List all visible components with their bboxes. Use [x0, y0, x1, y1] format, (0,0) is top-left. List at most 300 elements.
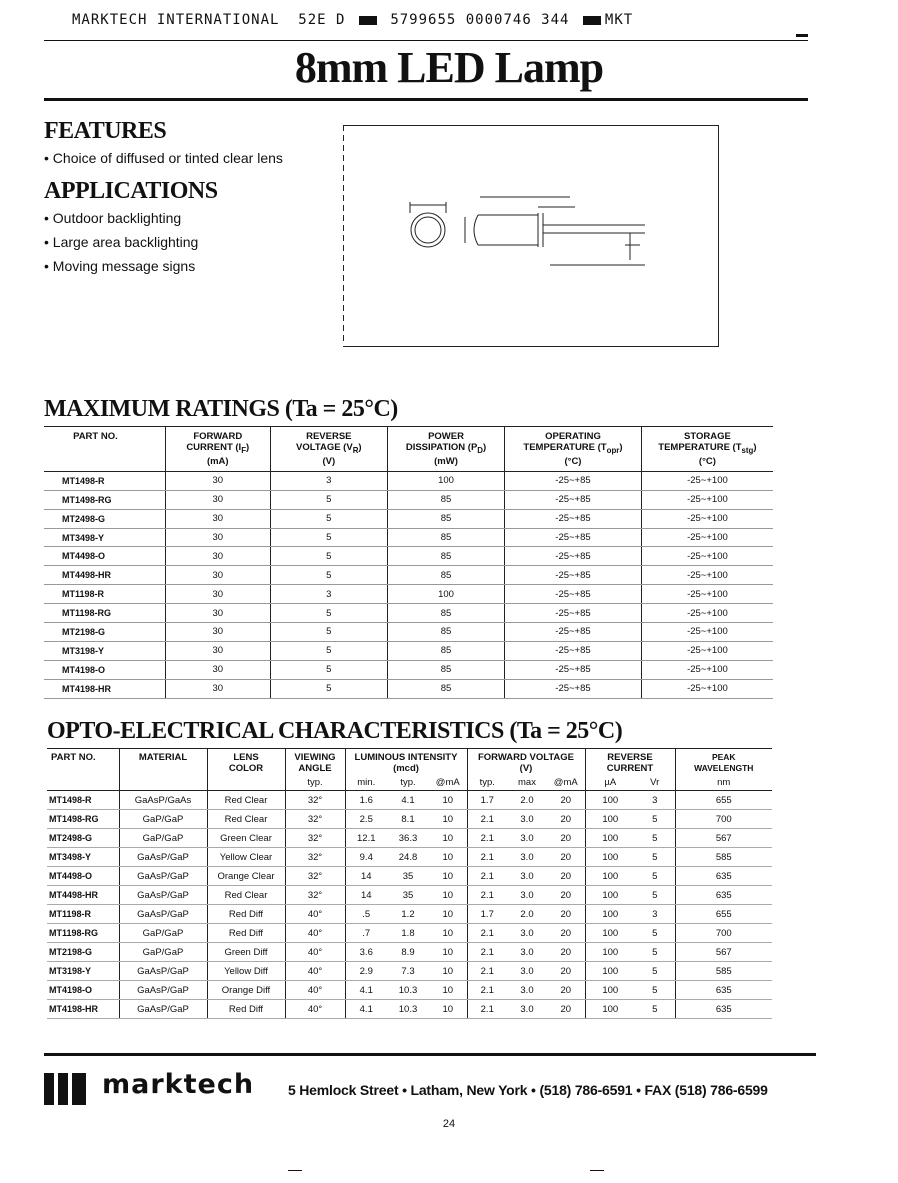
table-cell: 8.1 [387, 810, 429, 829]
table-cell: 30 [165, 490, 270, 509]
table-cell: 85 [387, 528, 504, 547]
table-cell: 5 [270, 566, 387, 585]
table-cell: 2.1 [467, 829, 507, 848]
table-cell: GaAsP/GaP [119, 981, 207, 1000]
barcode-block-1 [359, 16, 377, 25]
scan-header-text: MARKTECH INTERNATIONAL 52E D [72, 12, 346, 28]
table-cell: 2.1 [467, 886, 507, 905]
table-row [47, 867, 772, 886]
table-cell: 3.0 [507, 867, 547, 886]
table-cell: 32° [285, 848, 345, 867]
table-cell: 5 [270, 679, 387, 698]
table-cell: 100 [585, 962, 635, 981]
table-cell: 7.3 [387, 962, 429, 981]
table-cell: 100 [585, 943, 635, 962]
table-cell: 85 [387, 509, 504, 528]
table-row [44, 566, 773, 585]
part-number-cell: MT3198-Y [44, 641, 165, 660]
table-cell: 10 [429, 867, 467, 886]
table-cell: 40° [285, 981, 345, 1000]
part-number-cell: MT4198-HR [47, 1000, 119, 1019]
table-cell: 4.1 [345, 1000, 387, 1019]
table-cell: 30 [165, 509, 270, 528]
table-cell: 5 [270, 641, 387, 660]
table-cell: 4.1 [345, 981, 387, 1000]
part-number-cell: MT1198-R [44, 585, 165, 604]
table-cell: 10.3 [387, 981, 429, 1000]
table-cell: 585 [675, 962, 772, 981]
table-cell: 85 [387, 604, 504, 623]
max-ratings-heading: MAXIMUM RATINGS (Ta = 25°C) [44, 396, 398, 422]
table-cell: Red Diff [207, 905, 285, 924]
table-cell: 655 [675, 905, 772, 924]
table-cell: 85 [387, 490, 504, 509]
table-cell: 40° [285, 905, 345, 924]
table-cell: GaP/GaP [119, 943, 207, 962]
table-row [44, 641, 773, 660]
table-cell: 10 [429, 962, 467, 981]
table-cell: 5 [635, 962, 675, 981]
table-cell: 5 [635, 886, 675, 905]
table-cell: 2.1 [467, 1000, 507, 1019]
table-cell: 20 [547, 962, 585, 981]
table-cell: 2.1 [467, 981, 507, 1000]
sub-header-cell: Vr [635, 774, 675, 791]
table-cell: Orange Clear [207, 867, 285, 886]
table-cell: 635 [675, 867, 772, 886]
table-cell: -25~+100 [641, 528, 773, 547]
table-cell: 30 [165, 547, 270, 566]
column-header-part-no: PART NO. [73, 431, 118, 442]
table-cell: -25~+85 [505, 490, 642, 509]
table-cell: .7 [345, 924, 387, 943]
table-cell: 30 [165, 528, 270, 547]
table-cell: 1.6 [345, 791, 387, 810]
table-cell: 3.0 [507, 848, 547, 867]
max-ratings-body [44, 471, 773, 698]
table-cell: 10 [429, 1000, 467, 1019]
sub-header-cell [47, 774, 119, 791]
marktech-logo-text: marktech [102, 1069, 255, 1100]
part-number-cell: MT1198-RG [44, 604, 165, 623]
table-cell: 10.3 [387, 1000, 429, 1019]
table-cell: 3 [270, 585, 387, 604]
table-cell: 10 [429, 829, 467, 848]
table-cell: 10 [429, 905, 467, 924]
table-cell: 20 [547, 981, 585, 1000]
part-number-cell: MT4198-O [47, 981, 119, 1000]
table-cell: 5 [270, 604, 387, 623]
table-row [47, 1000, 772, 1019]
column-header: REVERSE VOLTAGE $(V_R)$ (V) [270, 427, 387, 471]
application-item: • Moving message signs [44, 258, 196, 274]
table-cell: 10 [429, 886, 467, 905]
table-cell: 85 [387, 660, 504, 679]
table-cell: Red Clear [207, 791, 285, 810]
feature-item: • Choice of diffused or tinted clear lens [44, 150, 283, 166]
part-number-cell: MT2498-G [44, 509, 165, 528]
table-cell: -25~+100 [641, 547, 773, 566]
table-cell: 20 [547, 867, 585, 886]
table-row [44, 490, 773, 509]
table-cell: -25~+85 [505, 566, 642, 585]
table-cell: 32° [285, 810, 345, 829]
table-row [44, 660, 773, 679]
table-row [44, 509, 773, 528]
sub-header-cell: max [507, 774, 547, 791]
table-row [47, 886, 772, 905]
table-cell: Yellow Diff [207, 962, 285, 981]
table-cell: GaP/GaP [119, 829, 207, 848]
table-cell: 5 [635, 981, 675, 1000]
table-cell: 700 [675, 810, 772, 829]
table-cell: -25~+85 [505, 679, 642, 698]
table-cell: 3.0 [507, 981, 547, 1000]
table-cell: 5 [270, 528, 387, 547]
part-number-cell: MT4498-HR [47, 886, 119, 905]
table-cell: -25~+85 [505, 641, 642, 660]
column-header: LUMINOUS INTENSITY (mcd) [345, 749, 467, 774]
table-cell: 5 [635, 867, 675, 886]
table-cell: Red Clear [207, 886, 285, 905]
table-cell: 40° [285, 1000, 345, 1019]
table-cell: GaAsP/GaP [119, 962, 207, 981]
table-cell: 32° [285, 829, 345, 848]
table-cell: 10 [429, 981, 467, 1000]
table-cell: 3.0 [507, 1000, 547, 1019]
table-cell: 3.6 [345, 943, 387, 962]
table-cell: 635 [675, 981, 772, 1000]
table-cell: 30 [165, 566, 270, 585]
table-row [47, 791, 772, 810]
table-cell: 32° [285, 791, 345, 810]
column-header: MATERIAL [119, 749, 207, 774]
table-cell: 100 [387, 585, 504, 604]
table-cell: 40° [285, 924, 345, 943]
top-rule [44, 40, 808, 41]
table-cell: 2.1 [467, 962, 507, 981]
table-cell: 40° [285, 943, 345, 962]
column-header: PART NO. [51, 752, 96, 763]
column-header: PEAK WAVELENGTH [675, 749, 772, 774]
table-cell: 5 [270, 660, 387, 679]
part-number-cell: MT4198-HR [44, 679, 165, 698]
column-header: VIEWING ANGLE [285, 749, 345, 774]
table-cell: 20 [547, 905, 585, 924]
column-header: POWER DISSIPATION $(P_D)$ (mW) [387, 427, 504, 471]
column-header [44, 427, 165, 471]
table-cell: 30 [165, 585, 270, 604]
table-cell: 30 [165, 641, 270, 660]
table-cell: 85 [387, 547, 504, 566]
opto-heading: OPTO-ELECTRICAL CHARACTERISTICS (Ta = 25°C) [47, 718, 623, 744]
sub-header-cell: typ. [467, 774, 507, 791]
table-cell: GaAsP/GaP [119, 1000, 207, 1019]
table-cell: Red Diff [207, 924, 285, 943]
sub-header-cell: typ. [285, 774, 345, 791]
table-cell: GaAsP/GaP [119, 886, 207, 905]
table-cell: 5 [635, 924, 675, 943]
scan-header-tail: MKT [604, 12, 634, 28]
table-cell: 35 [387, 867, 429, 886]
table-cell: 100 [585, 810, 635, 829]
table-cell: 4.1 [387, 791, 429, 810]
dimension-diagram-left-edge [343, 125, 344, 345]
table-cell: Orange Diff [207, 981, 285, 1000]
table-cell: 2.1 [467, 943, 507, 962]
part-number-cell: MT1498-R [47, 791, 119, 810]
table-cell: 30 [165, 604, 270, 623]
table-cell: 1.8 [387, 924, 429, 943]
table-cell: Yellow Clear [207, 848, 285, 867]
part-number-cell: MT4498-O [47, 867, 119, 886]
column-header: REVERSE CURRENT [585, 749, 675, 774]
table-cell: 8.9 [387, 943, 429, 962]
sub-header-cell: @mA [429, 774, 467, 791]
table-cell: 1.2 [387, 905, 429, 924]
table-row [47, 924, 772, 943]
table-cell: 100 [585, 791, 635, 810]
table-cell: 2.5 [345, 810, 387, 829]
table-cell: 2.1 [467, 848, 507, 867]
table-cell: 2.1 [467, 810, 507, 829]
table-cell: -25~+85 [505, 585, 642, 604]
table-cell: 2.1 [467, 924, 507, 943]
table-cell: 567 [675, 829, 772, 848]
table-cell: 9.4 [345, 848, 387, 867]
page-title: 8mm LED Lamp [294, 43, 604, 92]
table-cell: 10 [429, 791, 467, 810]
table-cell: 3.0 [507, 886, 547, 905]
table-cell: 567 [675, 943, 772, 962]
table-cell: GaAsP/GaP [119, 905, 207, 924]
barcode-block-2 [583, 16, 601, 25]
table-row [44, 604, 773, 623]
table-row [44, 471, 773, 490]
table-cell: -25~+100 [641, 490, 773, 509]
table-cell: 1.7 [467, 791, 507, 810]
column-header: OPERATING TEMPERATURE $(T_{opr})$ (°C) [505, 427, 642, 471]
part-number-cell: MT1498-RG [44, 490, 165, 509]
sub-header-cell: min. [345, 774, 387, 791]
table-cell: 20 [547, 791, 585, 810]
table-cell: Red Diff [207, 1000, 285, 1019]
table-cell: 585 [675, 848, 772, 867]
part-number-cell: MT4498-HR [44, 566, 165, 585]
table-cell: -25~+100 [641, 623, 773, 642]
table-cell: 24.8 [387, 848, 429, 867]
led-dimension-drawing [400, 185, 670, 280]
table-cell: 36.3 [387, 829, 429, 848]
table-cell: 20 [547, 848, 585, 867]
column-header: LENS COLOR [207, 749, 285, 774]
table-cell: 10 [429, 924, 467, 943]
table-cell: -25~+100 [641, 660, 773, 679]
table-row [44, 679, 773, 698]
table-cell: GaP/GaP [119, 810, 207, 829]
footer-mark [590, 1170, 604, 1171]
table-row [44, 623, 773, 642]
opto-sub-header-row [47, 774, 772, 791]
opto-table-frame [47, 748, 772, 1017]
table-cell: -25~+85 [505, 471, 642, 490]
table-cell: 5 [635, 943, 675, 962]
table-cell: .5 [345, 905, 387, 924]
table-cell: 655 [675, 791, 772, 810]
table-cell: 100 [585, 867, 635, 886]
max-ratings-table-frame [44, 426, 773, 695]
table-row [44, 585, 773, 604]
table-cell: 2.0 [507, 791, 547, 810]
table-row [44, 547, 773, 566]
column-header: STORAGE TEMPERATURE $(T_{stg})$ (°C) [641, 427, 773, 471]
part-number-cell: MT2498-G [47, 829, 119, 848]
part-number-cell: MT4198-O [44, 660, 165, 679]
table-cell: -25~+85 [505, 509, 642, 528]
sub-header-cell: nm [675, 774, 772, 791]
table-cell: GaAsP/GaAs [119, 791, 207, 810]
table-cell: 3.0 [507, 962, 547, 981]
table-row [47, 829, 772, 848]
table-cell: 5 [270, 509, 387, 528]
table-cell: 85 [387, 641, 504, 660]
part-number-cell: MT3198-Y [47, 962, 119, 981]
table-cell: 100 [585, 905, 635, 924]
column-header: FORWARD CURRENT $(I_F)$ (mA) [165, 427, 270, 471]
table-cell: -25~+100 [641, 471, 773, 490]
table-cell: 3 [635, 791, 675, 810]
table-cell: 3.0 [507, 810, 547, 829]
table-cell: 10 [429, 848, 467, 867]
table-cell: 40° [285, 962, 345, 981]
table-cell: 35 [387, 886, 429, 905]
table-cell: 3 [270, 471, 387, 490]
footer-rule [44, 1053, 816, 1056]
table-cell: 30 [165, 679, 270, 698]
table-cell: -25~+85 [505, 604, 642, 623]
table-cell: 3 [635, 905, 675, 924]
max-ratings-table [44, 427, 773, 699]
table-cell: 20 [547, 924, 585, 943]
table-cell: 3.0 [507, 829, 547, 848]
part-number-cell: MT2198-G [44, 623, 165, 642]
table-cell: 5 [270, 547, 387, 566]
table-cell: -25~+85 [505, 547, 642, 566]
table-cell: 10 [429, 943, 467, 962]
table-cell: 30 [165, 471, 270, 490]
part-number-cell: MT1198-RG [47, 924, 119, 943]
part-number-cell: MT3498-Y [47, 848, 119, 867]
table-cell: GaP/GaP [119, 924, 207, 943]
table-cell: Green Clear [207, 829, 285, 848]
page-number: 24 [442, 1118, 456, 1130]
table-cell: -25~+100 [641, 641, 773, 660]
table-cell: 20 [547, 886, 585, 905]
applications-heading: APPLICATIONS [44, 178, 218, 204]
table-cell: 20 [547, 1000, 585, 1019]
table-cell: 3.0 [507, 943, 547, 962]
marktech-logo-mark [44, 1073, 90, 1105]
table-cell: 5 [635, 810, 675, 829]
scan-header-code: 5799655 0000746 344 [390, 12, 570, 28]
table-cell: -25~+100 [641, 585, 773, 604]
part-number-cell: MT1498-R [44, 471, 165, 490]
table-cell: 5 [635, 1000, 675, 1019]
table-row [47, 905, 772, 924]
table-cell: 2.1 [467, 867, 507, 886]
table-cell: Red Clear [207, 810, 285, 829]
corner-mark [796, 34, 808, 37]
table-cell: 700 [675, 924, 772, 943]
company-address: 5 Hemlock Street • Latham, New York • (518) 786-6591 • FAX (518) 786-6599 [288, 1082, 768, 1098]
table-cell: 100 [387, 471, 504, 490]
table-cell: 14 [345, 867, 387, 886]
table-row [47, 810, 772, 829]
part-number-cell: MT3498-Y [44, 528, 165, 547]
part-number-cell: MT1198-R [47, 905, 119, 924]
table-cell: Green Diff [207, 943, 285, 962]
table-cell: -25~+100 [641, 509, 773, 528]
opto-table [47, 749, 772, 1019]
table-cell: 10 [429, 810, 467, 829]
sub-header-cell: @mA [547, 774, 585, 791]
sub-header-cell: typ. [387, 774, 429, 791]
table-cell: 12.1 [345, 829, 387, 848]
table-cell: 635 [675, 886, 772, 905]
table-cell: 30 [165, 660, 270, 679]
table-cell: 32° [285, 886, 345, 905]
scan-header-line [72, 12, 633, 28]
table-cell: 100 [585, 981, 635, 1000]
table-row [47, 962, 772, 981]
table-cell: GaAsP/GaP [119, 867, 207, 886]
application-item: • Outdoor backlighting [44, 210, 182, 226]
table-cell: GaAsP/GaP [119, 848, 207, 867]
table-cell: 14 [345, 886, 387, 905]
table-cell: 100 [585, 1000, 635, 1019]
table-cell: 20 [547, 943, 585, 962]
table-cell: 85 [387, 679, 504, 698]
opto-body [47, 791, 772, 1019]
table-row [44, 528, 773, 547]
table-cell: 635 [675, 1000, 772, 1019]
table-cell: 100 [585, 924, 635, 943]
column-header: FORWARD VOLTAGE (V) [467, 749, 585, 774]
table-cell: 85 [387, 566, 504, 585]
table-cell: 20 [547, 829, 585, 848]
part-number-cell: MT1498-RG [47, 810, 119, 829]
table-cell: 100 [585, 848, 635, 867]
table-cell: -25~+100 [641, 566, 773, 585]
application-item: • Large area backlighting [44, 234, 199, 250]
table-cell: 2.9 [345, 962, 387, 981]
table-cell: -25~+85 [505, 528, 642, 547]
table-cell: 1.7 [467, 905, 507, 924]
table-cell: -25~+100 [641, 604, 773, 623]
table-row [47, 981, 772, 1000]
part-number-cell: MT2198-G [47, 943, 119, 962]
table-row [47, 848, 772, 867]
sub-header-cell [207, 774, 285, 791]
table-cell: 2.0 [507, 905, 547, 924]
table-cell: 100 [585, 829, 635, 848]
part-number-cell: MT4498-O [44, 547, 165, 566]
features-heading: FEATURES [44, 118, 167, 144]
table-cell: -25~+85 [505, 623, 642, 642]
footer-mark [288, 1170, 302, 1171]
table-cell: 3.0 [507, 924, 547, 943]
table-cell: 5 [270, 490, 387, 509]
